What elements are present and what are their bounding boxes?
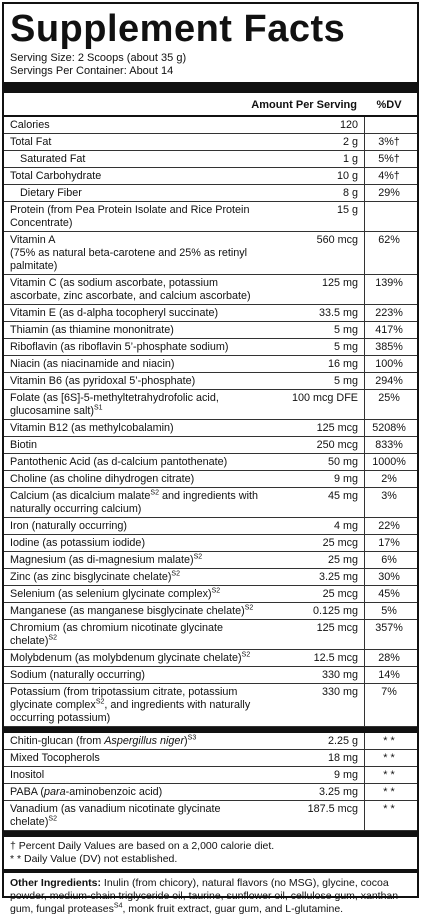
nutrient-amount: 18 mg [327,752,358,764]
nutrient-amount: 10 g [336,170,358,182]
nutrient-name: Vitamin A (75% as natural beta-carotene and 25% as retinyl palmitate) [10,234,248,272]
table-row [4,518,417,535]
table-row [4,437,417,454]
nutrient-amount: 3.25 mg [318,571,358,583]
nutrient-amount: 15 g [336,204,358,216]
header-amount: Amount Per Serving [251,99,357,111]
table-row [4,650,417,667]
nutrient-name: Choline (as choline dihydrogen citrate) [10,473,195,485]
nutrient-amount: 16 mg [327,358,358,370]
table-row [4,134,417,151]
table-row [4,667,417,684]
nutrient-name: Protein (from Pea Protein Isolate and Rice Protein Concentrate) [10,204,250,229]
nutrient-dv: 5% [364,603,417,619]
nutrient-dv: 28% [364,650,417,666]
table-row [4,569,417,586]
table-row [4,750,417,767]
nutrient-amount: 2 g [342,136,358,148]
nutrient-dv: 833% [364,437,417,453]
nutrient-amount: 33.5 mg [318,307,358,319]
nutrient-name: Chromium (as chromium nicotinate glycinate chelate)$^{S2}$ [10,622,224,647]
nutrient-dv: 294% [364,373,417,389]
nutrient-amount: 330 mg [321,669,358,681]
table-row [4,488,417,518]
nutrient-amount: 5 mg [333,375,358,387]
table-row [4,784,417,801]
nutrient-name: Vitamin E (as d-alpha tocopheryl succinate) [10,307,219,319]
nutrient-name: Potassium (from tripotassium citrate, potassium glycinate complex$^{S2}$, and ingredients with naturally occurring potassium) [10,686,251,724]
nutrient-amount: 3.25 mg [318,786,358,798]
footnote-dv: † Percent Daily Values are based on a 2,000 calorie diet. [10,840,275,852]
table-row [4,733,417,750]
nutrient-name: PABA (para-aminobenzoic acid) [10,786,163,798]
table-row [4,202,417,232]
nutrient-amount: 12.5 mcg [313,652,358,664]
nutrient-name: Zinc (as zinc bisglycinate chelate)$^{S2}$ [10,570,180,583]
nutrient-dv: 139% [364,275,417,304]
nutrient-name: Sodium (naturally occurring) [10,669,146,681]
nutrient-name: Riboflavin (as riboflavin 5’-phosphate sodium) [10,341,229,353]
nutrient-dv: 3%† [364,134,417,150]
nutrient-name: Pantothenic Acid (as d-calcium pantothenate) [10,456,228,468]
nutrient-name: Total Carbohydrate [10,170,102,182]
nutrient-dv: 29% [364,185,417,201]
ingredients-label: Other Ingredients: [10,877,102,889]
nutrient-amount: 2.25 g [327,735,358,747]
table-row [4,420,417,437]
nutrient-dv: 62% [364,232,417,274]
footnote-not-established: * * Daily Value (DV) not established. [10,853,178,865]
nutrient-name: Vitamin C (as sodium ascorbate, potassium ascorbate, zinc ascorbate, and calcium ascorbate) [10,277,251,302]
table-row [4,684,417,727]
nutrient-amount: 50 mg [327,456,358,468]
table-row [4,275,417,305]
ingredients-sup: S4 [113,902,123,910]
table-row [4,185,417,202]
nutrient-amount: 100 mcg DFE [291,392,358,404]
nutrient-amount: 187.5 mcg [307,803,358,815]
nutrient-name: Dietary Fiber [20,187,82,199]
nutrient-dv: 2% [364,471,417,487]
nutrient-amount: 4 mg [333,520,358,532]
nutrient-dv: 6% [364,552,417,568]
nutrient-dv: * * [364,767,417,783]
ingredients-text: Inulin (from chicory), natural flavors (no MSG), glycine, cocoa powder, medium-chain triglyceride oil, taurine, sunflower oil, cellulose gum, xanthan gum, fungal proteases [10,877,399,915]
nutrient-name: Selenium (as selenium glycinate complex)$^{S2}$ [10,587,221,600]
nutrient-dv: 14% [364,667,417,683]
nutrient-table [4,117,417,727]
nutrient-amount: 45 mg [327,490,358,502]
table-row [4,151,417,168]
ingredients-tail: , monk fruit extract, guar gum, and L-glutamine. [122,903,344,915]
table-row [4,322,417,339]
nutrient-dv: * * [364,733,417,749]
nutrient-amount: 1 g [342,153,358,165]
nutrient-dv: 1000% [364,454,417,470]
nutrient-amount: 125 mcg [316,422,358,434]
nutrient-dv: 417% [364,322,417,338]
nutrient-name: Magnesium (as di-magnesium malate)$^{S2}$ [10,553,203,566]
nutrient-dv: 3% [364,488,417,517]
nutrient-name: Iodine (as potassium iodide) [10,537,146,549]
panel-title: Supplement Facts [10,8,346,50]
nutrient-dv: 30% [364,569,417,585]
table-row [4,552,417,569]
nutrient-amount: 120 [339,119,358,131]
nutrient-name: Biotin [10,439,38,451]
nutrient-name: Thiamin (as thiamine mononitrate) [10,324,174,336]
nutrient-name: Total Fat [10,136,52,148]
nutrient-name: Inositol [10,769,45,781]
nutrient-name: Calcium (as dicalcium malate$^{S2}$ and ingredients with naturally occurring calcium) [10,489,259,515]
other-nutrient-table [4,733,417,831]
nutrient-dv: 17% [364,535,417,551]
serving-size: Serving Size: 2 Scoops (about 35 g) [10,52,187,64]
nutrient-name: Niacin (as niacinamide and niacin) [10,358,175,370]
nutrient-name: Chitin-glucan (from Aspergillus niger)$^{S3}$ [10,734,197,747]
nutrient-name: Mixed Tocopherols [10,752,100,764]
table-row [4,767,417,784]
nutrient-amount: 9 mg [333,769,358,781]
table-row [4,117,417,134]
nutrient-amount: 5 mg [333,341,358,353]
nutrient-dv: 100% [364,356,417,372]
nutrient-dv: 4%† [364,168,417,184]
table-row [4,339,417,356]
nutrient-dv: 7% [364,684,417,726]
nutrient-dv: 385% [364,339,417,355]
nutrient-name: Manganese (as manganese bisglycinate chelate)$^{S2}$ [10,604,254,617]
nutrient-dv [364,202,417,231]
table-row [4,356,417,373]
nutrient-amount: 8 g [342,187,358,199]
nutrient-dv: 357% [364,620,417,649]
nutrient-dv: 5208% [364,420,417,436]
nutrient-name: Saturated Fat [20,153,86,165]
table-row [4,603,417,620]
nutrient-amount: 25 mcg [322,588,358,600]
nutrient-amount: 25 mcg [322,537,358,549]
nutrient-name: Vitamin B6 (as pyridoxal 5’-phosphate) [10,375,196,387]
nutrient-amount: 560 mcg [316,234,358,246]
nutrient-amount: 125 mcg [316,622,358,634]
nutrient-name: Iron (naturally occurring) [10,520,128,532]
nutrient-dv: 22% [364,518,417,534]
table-row [4,390,417,420]
table-row [4,168,417,185]
table-row [4,454,417,471]
other-ingredients [4,873,417,920]
supplement-facts-panel [2,2,419,915]
table-row [4,535,417,552]
table-header [4,93,417,117]
nutrient-name: Folate (as [6S]-5-methyltetrahydrofolic acid, glucosamine salt)$^{S1}$ [10,392,219,417]
servings-per-container: Servings Per Container: About 14 [10,65,174,77]
nutrient-amount: 0.125 mg [312,605,358,617]
table-row [4,305,417,322]
nutrient-amount: 25 mg [327,554,358,566]
table-row [4,801,417,831]
nutrient-dv: * * [364,801,417,830]
nutrient-amount: 125 mg [321,277,358,289]
table-row [4,232,417,275]
nutrient-amount: 9 mg [333,473,358,485]
nutrient-dv: 45% [364,586,417,602]
nutrient-dv: 25% [364,390,417,419]
nutrient-dv: 223% [364,305,417,321]
nutrient-dv: * * [364,750,417,766]
nutrient-name: Vanadium (as vanadium nicotinate glycinate chelate)$^{S2}$ [10,803,221,828]
table-row [4,471,417,488]
nutrient-dv [364,117,417,133]
footnotes [4,837,417,869]
nutrient-name: Vitamin B12 (as methylcobalamin) [10,422,174,434]
nutrient-amount: 330 mg [321,686,358,698]
table-row [4,586,417,603]
nutrient-amount: 5 mg [333,324,358,336]
nutrient-amount: 250 mcg [316,439,358,451]
nutrient-name: Molybdenum (as molybdenum glycinate chelate)$^{S2}$ [10,651,251,664]
nutrient-dv: * * [364,784,417,800]
table-row [4,620,417,650]
divider-thick [4,82,417,93]
nutrient-name: Calories [10,119,50,131]
header-dv: %DV [376,99,402,111]
nutrient-dv: 5%† [364,151,417,167]
table-row [4,373,417,390]
